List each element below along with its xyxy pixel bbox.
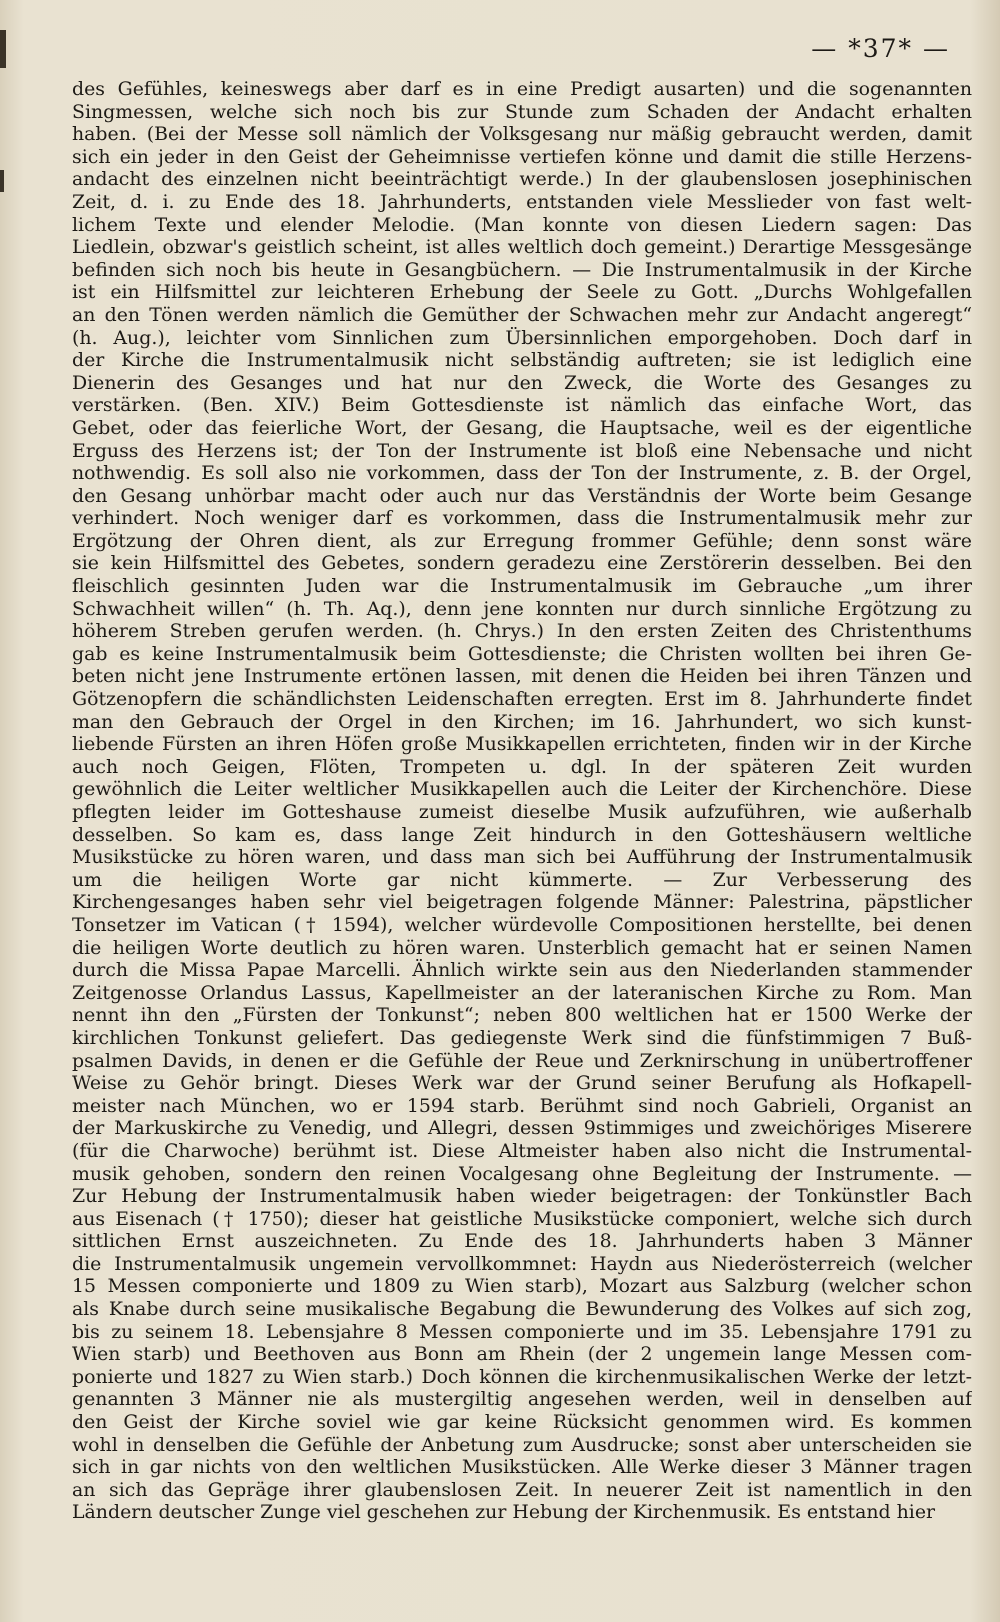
text-line: verhindert. Noch weniger darf es vorkommen, dass die Instrumentalmusik mehr zur (72, 507, 972, 530)
text-line: die heiligen Worte deutlich zu hören waren. Unsterblich gemacht hat er seinen Namen (72, 936, 972, 959)
text-line: an den Tönen werden nämlich die Gemüther der Schwachen mehr zur Andacht angeregt“ (72, 303, 972, 326)
text-line: man den Gebrauch der Orgel in den Kirchen; im 16. Jahrhundert, wo sich kunst- (72, 710, 972, 733)
text-line: den Geist der Kirche soviel wie gar keine Rücksicht genommen wird. Es kommen (72, 1411, 972, 1434)
text-line: gewöhnlich die Leiter weltlicher Musikkapellen auch die Leiter der Kirchenchöre. Diese (72, 778, 972, 801)
text-line: Dienerin des Gesanges und hat nur den Zweck, die Worte des Gesanges zu (72, 371, 972, 394)
text-line: Wien starb) und Beethoven aus Bonn am Rhein (der 2 ungemein lange Messen com- (72, 1343, 972, 1366)
text-line: befinden sich noch bis heute in Gesangbüchern. — Die Instrumentalmusik in der Kirche (72, 258, 972, 281)
text-line: Zur Hebung der Instrumentalmusik haben wieder beigetragen: der Tonkünstler Bach (72, 1185, 972, 1208)
text-line: nennt ihn den „Fürsten der Tonkunst“; neben 800 weltlichen hat er 1500 Werke der (72, 1004, 972, 1027)
text-line: haben. (Bei der Messe soll nämlich der Volksgesang nur mäßig gebraucht werden, damit (72, 123, 972, 146)
text-line: gab es keine Instrumentalmusik beim Gottesdienste; die Christen wollten bei ihren Ge- (72, 642, 972, 665)
text-line: Musikstücke zu hören waren, und dass man sich bei Aufführung der Instrumentalmusik (72, 846, 972, 869)
text-line: der Markuskirche zu Venedig, und Allegri, dessen 9stimmiges und zweichöriges Miserere (72, 1117, 972, 1140)
page-edge-mark (0, 170, 4, 192)
text-line: ist ein Hilfsmittel zur leichteren Erhebung der Seele zu Gott. „Durchs Wohlgefallen (72, 281, 972, 304)
text-line: genannten 3 Männer nie als mustergiltig angesehen werden, weil in denselben auf (72, 1388, 972, 1411)
text-line: Schwachheit willen“ (h. Th. Aq.), denn jene konnten nur durch sinnliche Ergötzung zu (72, 597, 972, 620)
body-text (72, 78, 972, 1524)
text-line: Ländern deutscher Zunge viel geschehen zur Hebung der Kirchenmusik. Es entstand hier (72, 1501, 936, 1524)
text-line: Singmessen, welche sich noch bis zur Stunde zum Schaden der Andacht erhalten (72, 100, 972, 123)
text-line: Zeitgenosse Orlandus Lassus, Kapellmeister an der lateranischen Kirche zu Rom. Man (72, 981, 972, 1004)
text-line: Liedlein, obzwar's geistlich scheint, ist alles weltlich doch gemeint.) Derartige Messgesänge (72, 236, 972, 259)
text-line: Kirchengesanges haben sehr viel beigetragen folgende Männer: Palestrina, päpstlicher (72, 891, 972, 914)
text-line: Tonsetzer im Vatican († 1594), welcher würdevolle Compositionen herstellte, bei denen (72, 913, 972, 936)
text-line: Götzenopfern die schändlichsten Leidenschaften erregten. Erst im 8. Jahrhunderte findet (72, 688, 972, 711)
text-line: wohl in denselben die Gefühle der Anbetung zum Ausdrucke; sonst aber unterscheiden sie (72, 1433, 972, 1456)
text-line: 15 Messen componierte und 1809 zu Wien starb), Mozart aus Salzburg (welcher schon (72, 1275, 972, 1298)
text-line: um die heiligen Worte gar nicht kümmerte. — Zur Verbesserung des (72, 868, 972, 891)
page-edge-mark (0, 30, 6, 68)
text-line: höherem Streben gerufen werden. (h. Chrys.) In den ersten Zeiten des Christenthums (72, 620, 972, 643)
text-line: meister nach München, wo er 1594 starb. Berühmt sind noch Gabrieli, Organist an (72, 1094, 972, 1117)
text-line: Zeit, d. i. zu Ende des 18. Jahrhunderts, entstanden viele Messlieder von fast welt- (72, 190, 972, 213)
text-line: pflegten leider im Gotteshause zumeist dieselbe Musik aufzuführen, wie außerhalb (72, 801, 972, 823)
text-line: die Instrumentalmusik ungemein vervollkommnet: Haydn aus Niederösterreich (welcher (72, 1252, 972, 1275)
text-line: an sich das Gepräge ihrer glaubenslosen Zeit. In neuerer Zeit ist namentlich in den (72, 1478, 972, 1501)
text-line: fleischlich gesinnten Juden war die Instrumentalmusik im Gebrauche „um ihrer (72, 575, 972, 598)
text-line: Erguss des Herzens ist; der Ton der Instrumente ist bloß eine Nebensache und nicht (72, 439, 972, 462)
text-line: (für die Charwoche) berühmt ist. Diese Altmeister haben also nicht die Instrumental- (72, 1139, 972, 1162)
text-line: sie kein Hilfsmittel des Gebetes, sondern geradezu eine Zerstörerin desselben. Bei den (72, 552, 972, 575)
text-line: Ergötzung der Ohren dient, als zur Erregung frommer Gefühle; denn sonst wäre (72, 529, 972, 552)
text-line: durch die Missa Papae Marcelli. Ähnlich wirkte sein aus den Niederlanden stammender (72, 959, 972, 982)
text-line: aus Eisenach († 1750); dieser hat geistliche Musikstücke componiert, welche sich durch (72, 1207, 972, 1230)
text-line: sich ein jeder in den Geist der Geheimnisse vertiefen könne und damit die stille Herzens- (72, 145, 972, 168)
text-line: beten nicht jene Instrumente ertönen lassen, mit denen die Heiden bei ihren Tänzen und (72, 665, 972, 688)
text-line: sittlichen Ernst auszeichneten. Zu Ende des 18. Jahrhunderts haben 3 Männer (72, 1230, 972, 1253)
text-line: nothwendig. Es soll also nie vorkommen, dass der Ton der Instrumente, z. B. der Orgel, (72, 462, 972, 485)
text-line: Weise zu Gehör bringt. Dieses Werk war der Grund seiner Berufung als Hofkapell- (72, 1072, 972, 1095)
text-line: verstärken. (Ben. XIV.) Beim Gottesdienste ist nämlich das einfache Wort, das (72, 394, 972, 417)
text-line: liebende Fürsten an ihren Höfen große Musikkapellen errichteten, finden wir in der Kirche (72, 733, 972, 756)
text-line: der Kirche die Instrumentalmusik nicht selbständig auftreten; sie ist lediglich eine (72, 349, 972, 372)
text-line: ponierte und 1827 zu Wien starb.) Doch können die kirchenmusikalischen Werke der letzt- (72, 1365, 972, 1388)
text-line: lichem Texte und elender Melodie. (Man konnte von diesen Liedern sagen: Das (72, 213, 972, 236)
text-line: andacht des einzelnen nicht beeinträchtigt werde.) In der glaubenslosen josephinischen (72, 168, 972, 191)
text-line: sich in gar nichts von den weltlichen Musikstücken. Alle Werke dieser 3 Männer tragen (72, 1456, 972, 1479)
text-line: als Knabe durch seine musikalische Begabung die Bewunderung des Volkes auf sich zog, (72, 1298, 972, 1321)
text-line: (h. Aug.), leichter vom Sinnlichen zum Übersinnlichen emporgehoben. Doch darf in (72, 326, 972, 349)
text-line: den Gesang unhörbar macht oder auch nur das Verständnis der Worte beim Gesange (72, 484, 972, 507)
text-line: auch noch Geigen, Flöten, Trompeten u. dgl. In der späteren Zeit wurden (72, 755, 972, 778)
text-line: kirchlichen Tonkunst geliefert. Das gediegenste Werk sind die fünfstimmigen 7 Buß- (72, 1026, 972, 1049)
page-number-header: — *37* — (811, 34, 950, 63)
text-line: bis zu seinem 18. Lebensjahre 8 Messen componierte und im 35. Lebensjahre 1791 zu (72, 1320, 972, 1343)
text-line: des Gefühles, keineswegs aber darf es in eine Predigt ausarten) und die sogenannten (72, 78, 972, 100)
text-line: desselben. So kam es, dass lange Zeit hindurch in den Gotteshäusern weltliche (72, 823, 972, 846)
text-line: Gebet, oder das feierliche Wort, der Gesang, die Hauptsache, weil es der eigentliche (72, 416, 972, 439)
text-line: musik gehoben, sondern den reinen Vocalgesang ohne Begleitung der Instrumente. — (72, 1162, 972, 1185)
text-line: psalmen Davids, in denen er die Gefühle der Reue und Zerknirschung in unübertroffener (72, 1049, 972, 1072)
